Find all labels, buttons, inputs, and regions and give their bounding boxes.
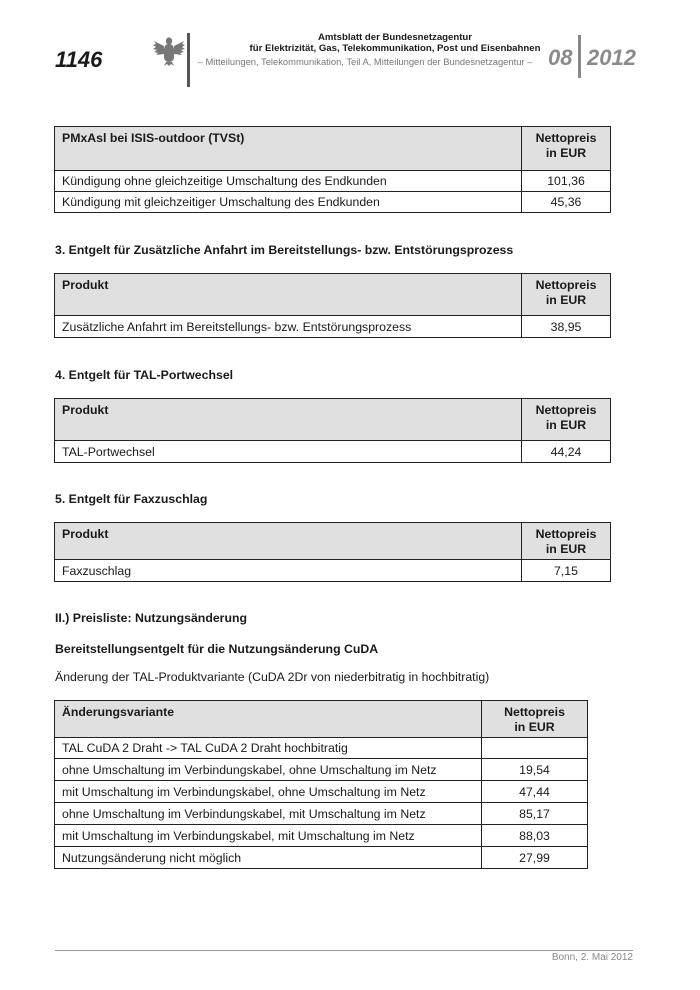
table-header-variant: Änderungsvariante bbox=[55, 701, 482, 738]
row-label: Zusätzliche Anfahrt im Bereitstellungs- bzw. Entstörungsprozess bbox=[55, 316, 522, 338]
row-label: Nutzungsänderung nicht möglich bbox=[55, 847, 482, 869]
header-divider bbox=[187, 33, 190, 87]
table-row bbox=[55, 738, 588, 759]
price-table-pmxasl bbox=[54, 126, 611, 213]
row-label: Kündigung mit gleichzeitiger Umschaltung des Endkunden bbox=[55, 192, 522, 213]
section-heading-5: 5. Entgelt für Faxzuschlag bbox=[55, 492, 208, 506]
table-header-price: Nettopreis in EUR bbox=[522, 399, 611, 441]
row-label: TAL-Portwechsel bbox=[55, 441, 522, 463]
issue-year: 2012 bbox=[587, 45, 636, 70]
row-price: 7,15 bbox=[522, 560, 611, 582]
journal-title-line2: für Elektrizität, Gas, Telekommunikation, Post und Eisenbahnen bbox=[249, 43, 541, 54]
price-table-anfahrt bbox=[54, 273, 611, 338]
issue-divider bbox=[578, 35, 581, 78]
row-price: 101,36 bbox=[522, 171, 611, 192]
row-price: 47,44 bbox=[482, 781, 588, 803]
page-number: 1146 bbox=[55, 47, 103, 72]
price-table-cuda bbox=[54, 700, 588, 869]
table-row bbox=[55, 316, 611, 338]
journal-subtitle: – Mitteilungen, Telekommunikation, Teil A, Mitteilungen der Bundesnetzagentur – bbox=[197, 56, 533, 67]
table-header-price: Nettopreis in EUR bbox=[522, 274, 611, 316]
table-header-price: Nettopreis in EUR bbox=[522, 127, 611, 171]
issue-number: 08 bbox=[548, 45, 573, 70]
table-row bbox=[55, 825, 588, 847]
row-label: ohne Umschaltung im Verbindungskabel, mit Umschaltung im Netz bbox=[55, 803, 482, 825]
section-heading-4: 4. Entgelt für TAL-Portwechsel bbox=[55, 368, 234, 382]
row-price: 88,03 bbox=[482, 825, 588, 847]
table-row bbox=[55, 441, 611, 463]
row-label: Kündigung ohne gleichzeitige Umschaltung des Endkunden bbox=[55, 171, 522, 192]
table-header-price: Nettopreis in EUR bbox=[522, 523, 611, 560]
row-label: ohne Umschaltung im Verbindungskabel, ohne Umschaltung im Netz bbox=[55, 759, 482, 781]
price-table-portwechsel bbox=[54, 398, 611, 463]
table-row bbox=[55, 781, 588, 803]
row-label: mit Umschaltung im Verbindungskabel, mit Umschaltung im Netz bbox=[55, 825, 482, 847]
table-header-price: Nettopreis in EUR bbox=[482, 701, 588, 738]
table-header-product: Produkt bbox=[55, 399, 522, 441]
footer-divider bbox=[55, 950, 633, 951]
row-label: mit Umschaltung im Verbindungskabel, ohne Umschaltung im Netz bbox=[55, 781, 482, 803]
table-row bbox=[55, 759, 588, 781]
row-price: 38,95 bbox=[522, 316, 611, 338]
table-header-product: Produkt bbox=[55, 523, 522, 560]
section-heading-3: 3. Entgelt für Zusätzliche Anfahrt im Bereitstellungs- bzw. Entstörungsprozess bbox=[55, 243, 514, 257]
row-price: 85,17 bbox=[482, 803, 588, 825]
journal-title bbox=[195, 32, 595, 54]
footer-date: Bonn, 2. Mai 2012 bbox=[551, 952, 633, 963]
row-price: 27,99 bbox=[482, 847, 588, 869]
row-price: 45,36 bbox=[522, 192, 611, 213]
table-header-product: PMxAsl bei ISIS-outdoor (TVSt) bbox=[55, 127, 522, 171]
cuda-description: Änderung der TAL-Produktvariante (CuDA 2Dr von niederbitratig in hochbitratig) bbox=[55, 670, 490, 684]
row-price: 44,24 bbox=[522, 441, 611, 463]
price-table-fax bbox=[54, 522, 611, 582]
journal-title-line1: Amtsblatt der Bundesnetzagentur bbox=[317, 32, 473, 43]
row-price bbox=[482, 738, 588, 759]
federal-eagle-icon bbox=[152, 33, 186, 67]
row-price: 19,54 bbox=[482, 759, 588, 781]
table-row bbox=[55, 847, 588, 869]
row-label: TAL CuDA 2 Draht -> TAL CuDA 2 Draht hochbitratig bbox=[55, 738, 482, 759]
table-row bbox=[55, 171, 611, 192]
row-label: Faxzuschlag bbox=[55, 560, 522, 582]
section-heading-cuda: Bereitstellungsentgelt für die Nutzungsänderung CuDA bbox=[55, 642, 379, 656]
table-row bbox=[55, 803, 588, 825]
table-row bbox=[55, 560, 611, 582]
table-row bbox=[55, 192, 611, 213]
section-heading-ii: II.) Preisliste: Nutzungsänderung bbox=[55, 611, 247, 625]
table-header-product: Produkt bbox=[55, 274, 522, 316]
